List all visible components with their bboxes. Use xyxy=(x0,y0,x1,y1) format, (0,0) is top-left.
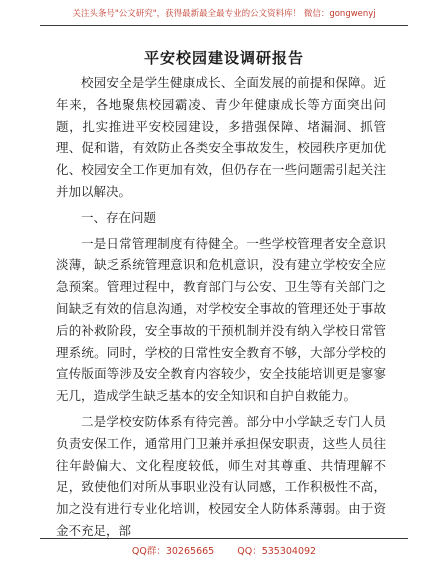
header-divider xyxy=(40,25,408,26)
intro-paragraph: 校园安全是学生健康成长、全面发展的前提和保障。近年来，各地聚焦校园霸凌、青少年健康成长等方面突出问题，扎实推进平安校园建设，多措强保障、堵漏洞、抓管理、促和谐，有效防止各类安全事故发生，校园秩序更加优化、校园安全工作更加有效，但仍存在一些问题需引起关注并加以解决。 xyxy=(56,75,386,199)
footer-qq: QQ：535304092 xyxy=(237,546,317,557)
document-body xyxy=(56,72,386,546)
footer xyxy=(0,543,448,557)
issue-one-paragraph: 一是日常管理制度有待健全。一些学校管理者安全意识淡薄，缺乏系统管理意识和危机意识，没有建立学校安全应急预案。管理过程中，教育部门与公安、卫生等有关部门之间缺乏有效的信息沟通，对学校安全事故的管理还处于事故后的补救阶段，安全事故的干预机制并没有纳入学校日常管理系统。同时，学校的日常性安全教育不够，大部分学校的宣传版面等涉及安全教育内容较少，安全技能培训更是寥寥无几，造成学生缺乏基本的安全知识和自护自救能力。 xyxy=(56,235,386,404)
footer-qq-group: QQ群：30265665 xyxy=(131,546,215,557)
issue-two-paragraph: 二是学校安防体系有待完善。部分中小学缺乏专门人员负责安保工作，通常用门卫兼并承担保安职责，这些人员往往年龄偏大、文化程度较低，师生对其尊重、共情理解不足，致使他们对所从事职业没有认同感，工作积极性不高，加之没有进行专业化培训，校园安全人防体系薄弱。由于资金不充足，部 xyxy=(56,413,386,538)
footer-divider xyxy=(40,538,408,539)
document-title: 平安校园建设调研报告 xyxy=(143,49,304,67)
section-heading: 一、存在问题 xyxy=(81,209,157,225)
header-note: 关注头条号"公文研究"，获得最新最全最专业的公文资料库！ 微信：gongwenyj xyxy=(72,9,376,19)
